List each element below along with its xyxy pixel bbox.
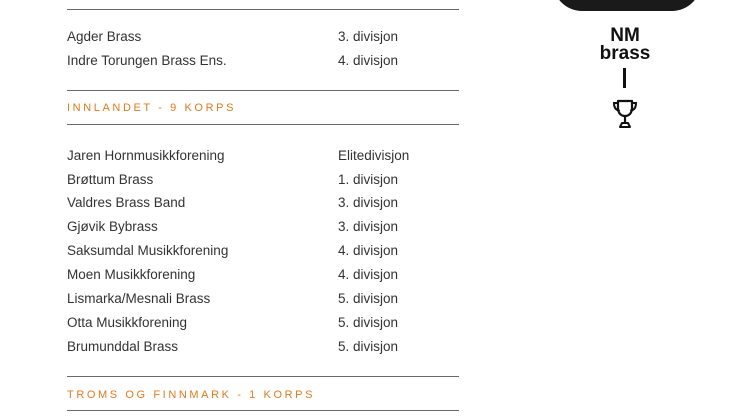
corps-division: 5. divisjon [338, 315, 399, 330]
list-item [67, 193, 459, 213]
corps-name: Valdres Brass Band [67, 195, 186, 210]
logo-emblem [553, 0, 701, 11]
list-item [67, 313, 459, 333]
section-heading-troms-og-finnmark: TROMS OG FINNMARK - 1 KORPS [67, 389, 316, 401]
section-rule [67, 90, 459, 91]
corps-division: 5. divisjon [338, 339, 399, 354]
corps-division: Elitedivisjon [338, 148, 410, 163]
corps-name: Brumunddal Brass [67, 339, 179, 354]
corps-division: 3. divisjon [338, 195, 399, 210]
corps-name: Jaren Hornmusikkforening [67, 148, 225, 163]
logo-text-brass: brass [599, 43, 651, 64]
corps-name: Brøttum Brass [67, 172, 154, 187]
corps-name: Otta Musikkforening [67, 315, 188, 330]
corps-name: Gjøvik Bybrass [67, 219, 158, 234]
corps-division: 4. divisjon [338, 267, 399, 282]
list-item [67, 170, 459, 190]
trophy-icon [611, 98, 639, 130]
section-rule [67, 9, 459, 10]
corps-division: 5. divisjon [338, 291, 399, 306]
list-item [67, 27, 459, 47]
list-item [67, 146, 459, 166]
list-item [67, 265, 459, 285]
corps-division: 4. divisjon [338, 243, 399, 258]
corps-division: 1. divisjon [338, 172, 399, 187]
corps-name: Agder Brass [67, 29, 142, 44]
section-rule [67, 124, 459, 125]
nm-brass-logo [585, 0, 665, 140]
corps-division: 4. divisjon [338, 53, 399, 68]
logo-text-nm: NM [610, 25, 640, 46]
section-rule [67, 376, 459, 377]
corps-division: 3. divisjon [338, 29, 399, 44]
corps-name: Saksumdal Musikkforening [67, 243, 229, 258]
list-item [67, 337, 459, 357]
corps-name: Lismarka/Mesnali Brass [67, 291, 211, 306]
list-item [67, 51, 459, 71]
list-item [67, 289, 459, 309]
corps-division: 3. divisjon [338, 219, 399, 234]
corps-name: Moen Musikkforening [67, 267, 196, 282]
list-item [67, 217, 459, 237]
logo-divider [623, 68, 626, 88]
corps-name: Indre Torungen Brass Ens. [67, 53, 227, 68]
section-heading-innlandet: INNLANDET - 9 KORPS [67, 102, 237, 114]
section-rule [67, 410, 459, 411]
list-item [67, 241, 459, 261]
